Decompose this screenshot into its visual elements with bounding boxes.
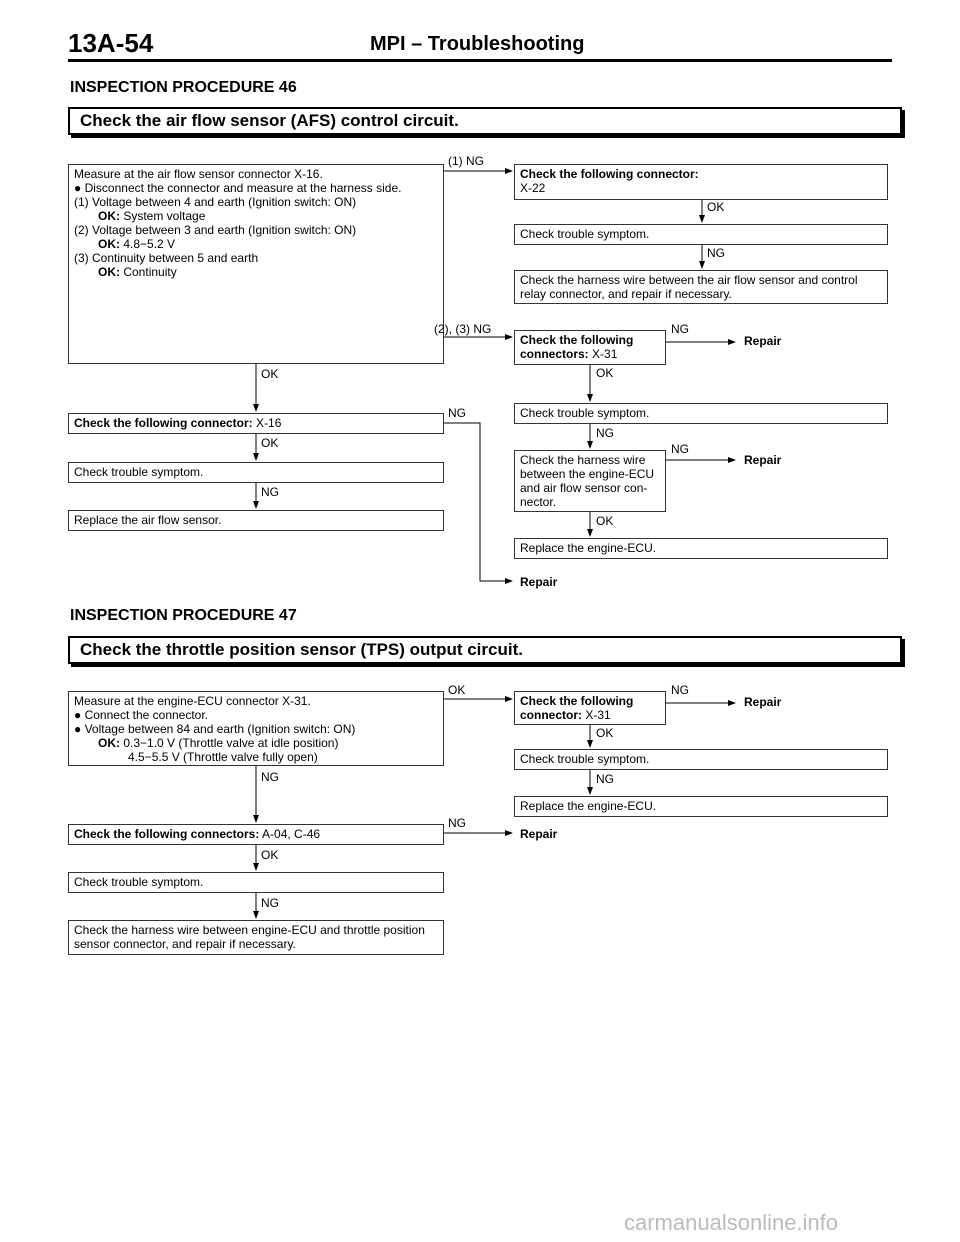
- bullet-icon: ●: [74, 722, 82, 736]
- label-ng: NG: [671, 442, 689, 456]
- proc47-measure-box: Measure at the engine-ECU connector X-31. ● Connect the connector. ● Voltage between 84 and earth (Ignition switch: ON) OK: 0.3−1.0 V (Throttle valve at idle position) 4.5−5.5 V (Throttle valve fully open): [68, 691, 444, 766]
- label-ok: OK: [596, 726, 614, 740]
- proc47-heading: INSPECTION PROCEDURE 47: [70, 607, 297, 624]
- label-ng: NG: [261, 485, 279, 499]
- proc46-trouble-box-2: Check trouble symptom.: [514, 403, 888, 424]
- label-ok: OK: [448, 683, 466, 697]
- proc46-trouble-box-3: Check trouble symptom.: [68, 462, 444, 483]
- label-ok: OK: [596, 514, 614, 528]
- proc46-connector-x22-box: Check the following connector: X-22: [514, 164, 888, 200]
- proc47-trouble-box-2: Check trouble symptom.: [68, 872, 444, 893]
- repair-label: Repair: [744, 334, 782, 348]
- measure-line: (3) Continuity between 5 and earth: [74, 251, 259, 265]
- proc47-trouble-box-1: Check trouble symptom.: [514, 749, 888, 770]
- proc47-harness-tps-box: Check the harness wire between engine-ECU and throttle position sensor connector, and repair if necessary.: [68, 920, 444, 955]
- label-ng: NG: [671, 322, 689, 336]
- proc47-connector-x31-box: Check the following connector: X-31: [514, 691, 666, 725]
- label-ok: OK: [261, 848, 279, 862]
- label-ng: NG: [596, 426, 614, 440]
- proc46-connector-x31-box: Check the following connectors: X-31: [514, 330, 666, 365]
- proc47-replace-ecu-box: Replace the engine-ECU.: [514, 796, 888, 817]
- proc47-connector-a04-box: Check the following connectors: A-04, C-46: [68, 824, 444, 845]
- label-ok: OK: [707, 200, 725, 214]
- measure-line: OK: System voltage: [98, 209, 206, 223]
- label-ng: NG: [448, 816, 466, 830]
- proc46-banner: Check the air flow sensor (AFS) control circuit.: [68, 107, 902, 135]
- watermark: carmanualsonline.info: [624, 1210, 839, 1235]
- proc46-connector-x16-box: Check the following connector: X-16: [68, 413, 444, 434]
- bullet-icon: ●: [74, 181, 82, 195]
- proc46-replace-afs-box: Replace the air flow sensor.: [68, 510, 444, 531]
- repair-label: Repair: [744, 695, 782, 709]
- proc46-trouble-box-1: Check trouble symptom.: [514, 224, 888, 245]
- proc46-heading: INSPECTION PROCEDURE 46: [70, 79, 297, 96]
- proc46-measure-box: [68, 164, 444, 364]
- measure-line: OK: 4.8−5.2 V: [98, 237, 176, 251]
- label-ok: OK: [261, 436, 279, 450]
- label-ng: NG: [707, 246, 725, 260]
- label-ok: OK: [261, 367, 279, 381]
- repair-label: Repair: [520, 827, 558, 841]
- page-number: 13A-54: [68, 28, 154, 58]
- bullet-icon: ●: [74, 708, 82, 722]
- label-ng: NG: [671, 683, 689, 697]
- proc46-replace-ecu-box: Replace the engine-ECU.: [514, 538, 888, 559]
- label-ok: OK: [596, 366, 614, 380]
- measure-line: Measure at the air flow sensor connector X-16.: [74, 167, 323, 181]
- label-ng: NG: [261, 896, 279, 910]
- proc47-banner: Check the throttle position sensor (TPS) output circuit.: [68, 636, 902, 664]
- label-23-ng: (2), (3) NG: [434, 322, 492, 336]
- label-ng: NG: [448, 406, 466, 420]
- measure-line: ● Disconnect the connector and measure at the harness side.: [74, 181, 402, 195]
- proc46-harness-ecu-box: Check the harness wire between the engine-ECU and air flow sensor con- nector.: [514, 450, 666, 512]
- label-ng: NG: [261, 770, 279, 784]
- proc46-harness-afs-relay-box: Check the harness wire between the air flow sensor and control relay connector, and repair if necessary.: [514, 270, 888, 304]
- repair-label: Repair: [744, 453, 782, 467]
- label-ng: NG: [596, 772, 614, 786]
- measure-line: (2) Voltage between 3 and earth (Ignition switch: ON): [74, 223, 357, 237]
- measure-line: OK: Continuity: [98, 265, 177, 279]
- repair-label: Repair: [520, 575, 558, 589]
- label-1-ng: (1) NG: [448, 154, 484, 168]
- page-title: MPI – Troubleshooting: [370, 33, 585, 55]
- measure-line: (1) Voltage between 4 and earth (Ignition switch: ON): [74, 195, 357, 209]
